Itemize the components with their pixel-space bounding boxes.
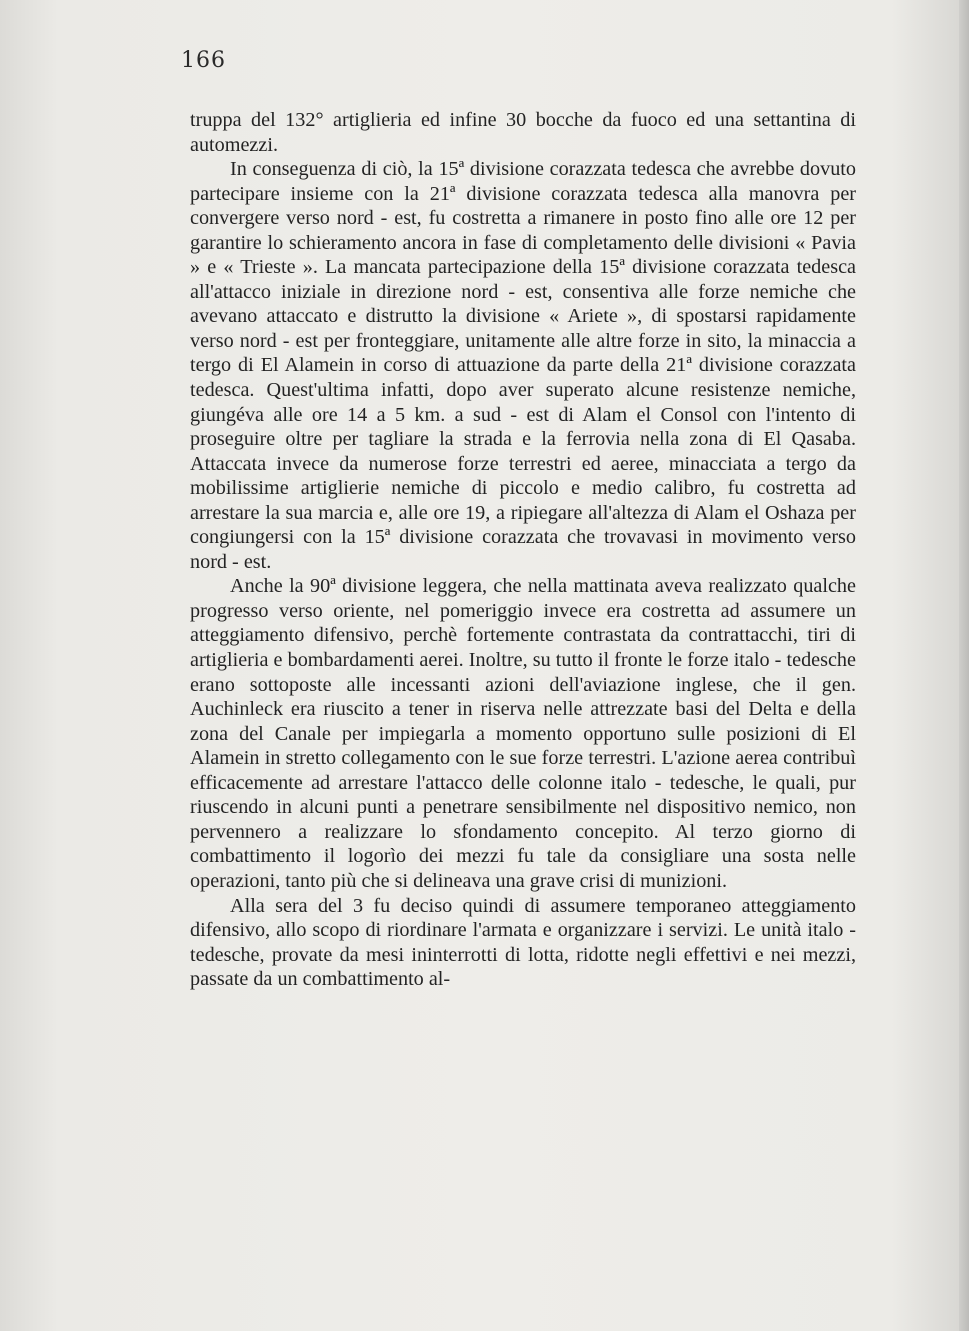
page-edge-shadow [959,0,969,1331]
paragraph-continuation: truppa del 132° artiglieria ed infine 30 bocche da fuoco ed una settantina di automezzi. [190,109,856,156]
paragraph: Alla sera del 3 fu deciso quindi di assumere temporaneo atteggiamento difensivo, allo scopo di riordinare l'armata e organizzare i servizi. Le unità italo - tedesche, provate da mesi ininterrotti di lotta, ridotte negli effettivi e nei mezzi, passate da un combattimento al- [190,894,856,991]
page-number: 166 [181,48,226,73]
paragraph: Anche la 90ª divisione leggera, che nella mattinata aveva realizzato qualche progresso verso oriente, nel pomeriggio invece era costretta ad assumere un atteggiamento difensivo, perchè fortemente contrastata da contrattacchi, tiri di artiglieria e bombardamenti aerei. Inoltre, su tutto il fronte le forze italo - tedesche erano sottoposte alle incessanti azioni dell'aviazione inglese, che il gen. Auchinleck era riuscito a tener in riserva nelle attrezzate basi del Delta e della zona del Canale per impiegarla a momento opportuno sulle posizioni di El Alamein in stretto collegamento con le sue forze terrestri. L'azione aerea contribuì efficacemente ad arrestare l'attacco delle colonne italo - tedesche, le quali, pur riuscendo in alcuni punti a penetrare sensibilmente nel dispositivo nemico, non pervennero a realizzare lo sfondamento concepito. Al terzo giorno di combattimento il logorìo dei mezzi fu tale da consigliare una sosta nelle operazioni, tanto più che si delineava una grave crisi di munizioni. [190,575,856,892]
body-text [190,108,856,992]
paragraph: In conseguenza di ciò, la 15ª divisione corazzata tedesca che avrebbe dovuto partecipare insieme con la 21ª divisione corazzata tedesca alla manovra per convergere verso nord - est, fu costretta a rimanere in posto fino alle ore 12 per garantire lo schieramento ancora in fase di completamento delle divisioni « Pavia » e « Trieste ». La mancata partecipazione della 15ª divisione corazzata tedesca all'attacco iniziale in direzione nord - est, consentiva alle forze nemiche che avevano attaccato e distrutto la divisione « Ariete », di spostarsi rapidamente verso nord - est per fronteggiare, unitamente alle altre forze in sito, la minaccia a tergo di El Alamein in corso di attuazione da parte della 21ª divisione corazzata tedesca. Quest'ultima infatti, dopo aver superato alcune resistenze nemiche, giungéva alle ore 14 a 5 km. a sud - est di Alam el Consol con l'intento di proseguire oltre per tagliare la strada e la ferrovia nella zona di El Qasaba. Attaccata invece da numerose forze terrestri ed aeree, minacciata a tergo da mobilissime artiglierie nemiche di piccolo e medio calibro, fu costretta ad arrestare la sua marcia e, alle ore 19, a ripiegare all'altezza di Alam el Oshaza per congiungersi con la 15ª divisione corazzata che trovavasi in movimento verso nord - est. [190,158,856,573]
